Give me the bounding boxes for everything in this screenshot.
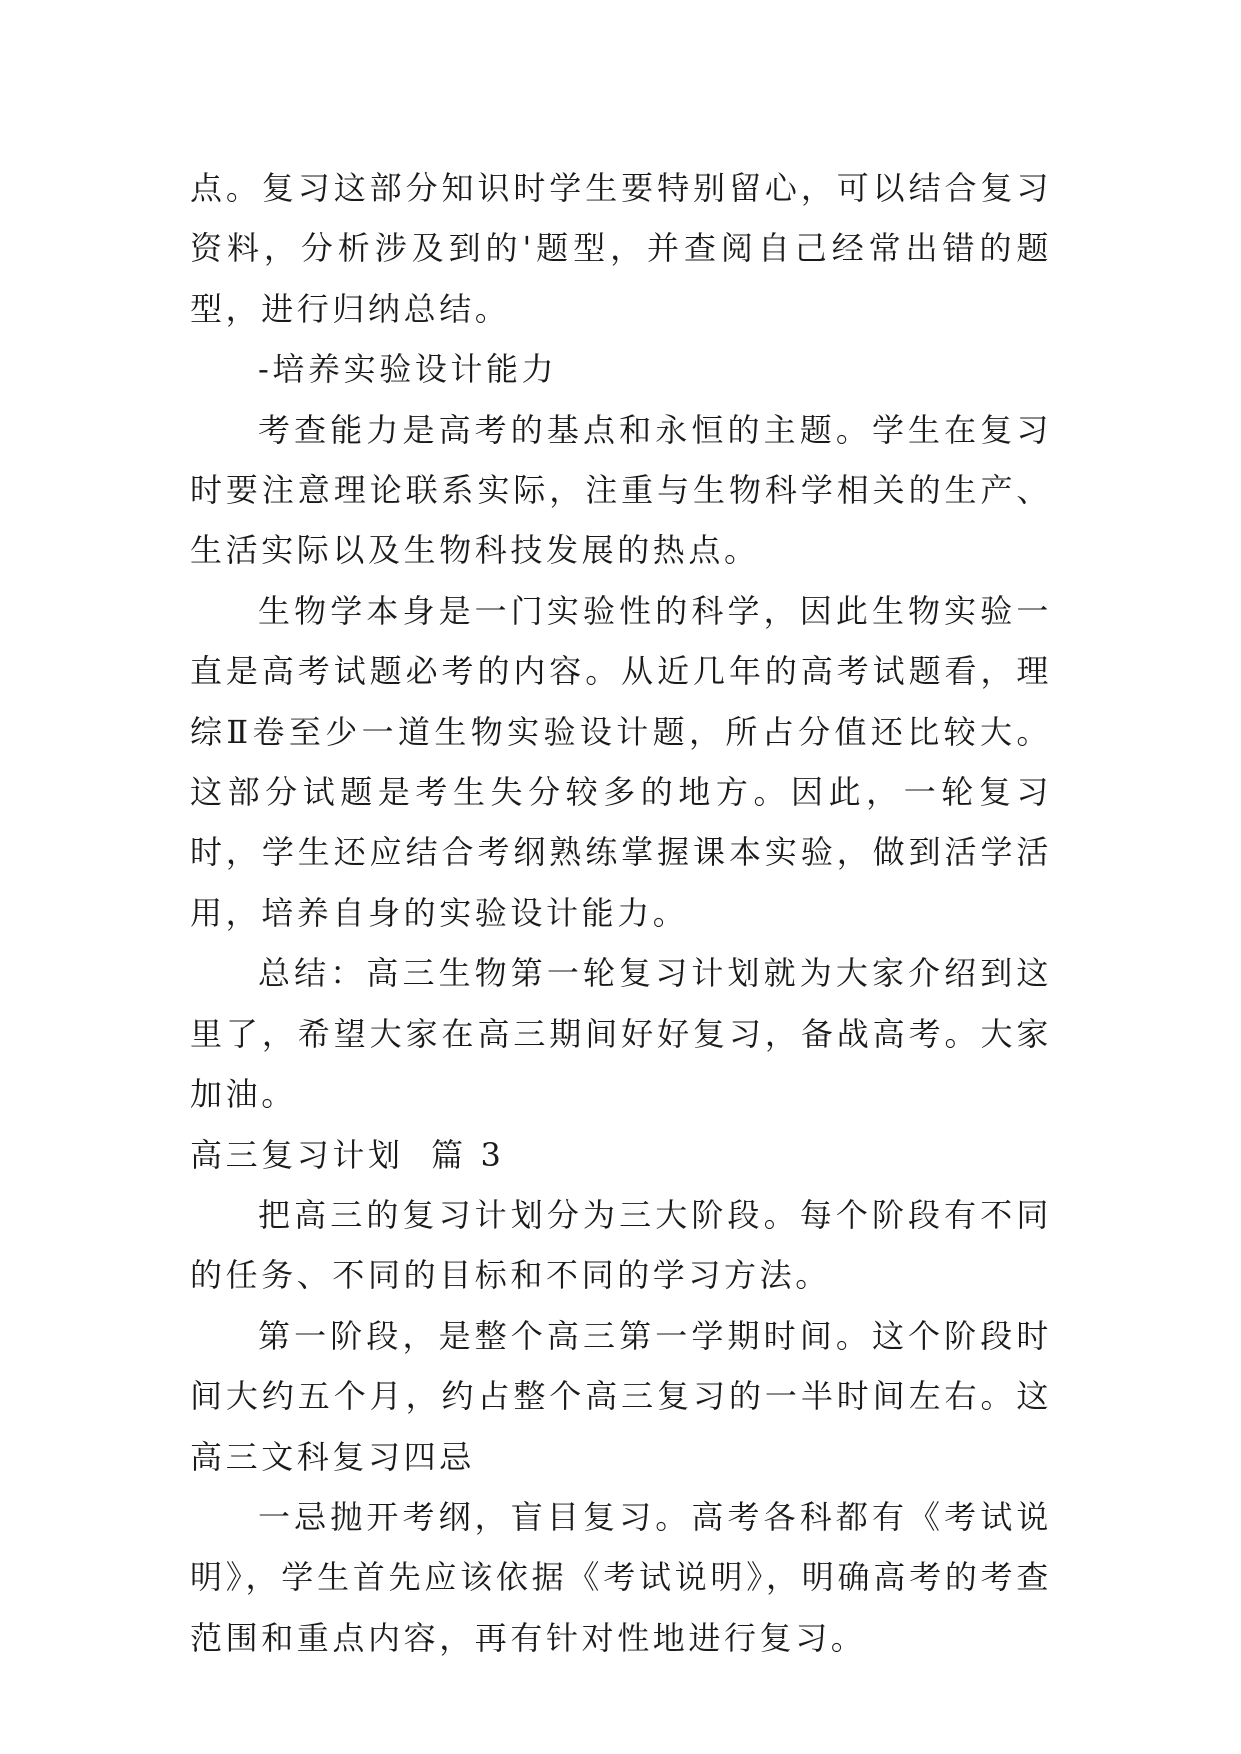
paragraph-ability-theme: 考查能力是高考的基点和永恒的主题。学生在复习时要注意理论联系实际，注重与生物科学相关的生产、生活实际以及生物科技发展的热点。	[190, 410, 1052, 570]
paragraph-experiment-ability-title: -培养实验设计能力	[258, 350, 558, 389]
document-page	[190, 158, 1052, 1668]
paragraph-summary: 总结：高三生物第一轮复习计划就为大家介绍到这里了，希望大家在高三期间好好复习，备战高考。大家加油。	[190, 954, 1052, 1114]
paragraph-first-taboo: 一忌抛开考纲，盲目复习。高考各科都有《考试说明》，学生首先应该依据《考试说明》，明确高考的考查范围和重点内容，再有针对性地进行复习。	[190, 1497, 1052, 1657]
paragraph-review-tips: 点。复习这部分知识时学生要特别留心，可以结合复习资料，分析涉及到的'题型，并查阅自己经常出错的题型，进行归纳总结。	[190, 169, 1052, 328]
paragraph-biology-experiments: 生物学本身是一门实验性的科学，因此生物实验一直是高考试题必考的内容。从近几年的高考试题看，理综Ⅱ卷至少一道生物实验设计题，所占分值还比较大。这部分试题是考生失分较多的地方。因此，一轮复习时，学生还应结合考纲熟练掌握课本实验，做到活学活用，培养自身的实验设计能力。	[190, 591, 1052, 932]
paragraph-three-stages: 把高三的复习计划分为三大阶段。每个阶段有不同的任务、不同的目标和不同的学习方法。	[190, 1195, 1052, 1295]
paragraph-first-stage: 第一阶段，是整个高三第一学期时间。这个阶段时间大约五个月，约占整个高三复习的一半时间左右。这高三文科复习四忌	[190, 1316, 1052, 1476]
section-heading: 高三复习计划 篇 3	[190, 1135, 505, 1174]
